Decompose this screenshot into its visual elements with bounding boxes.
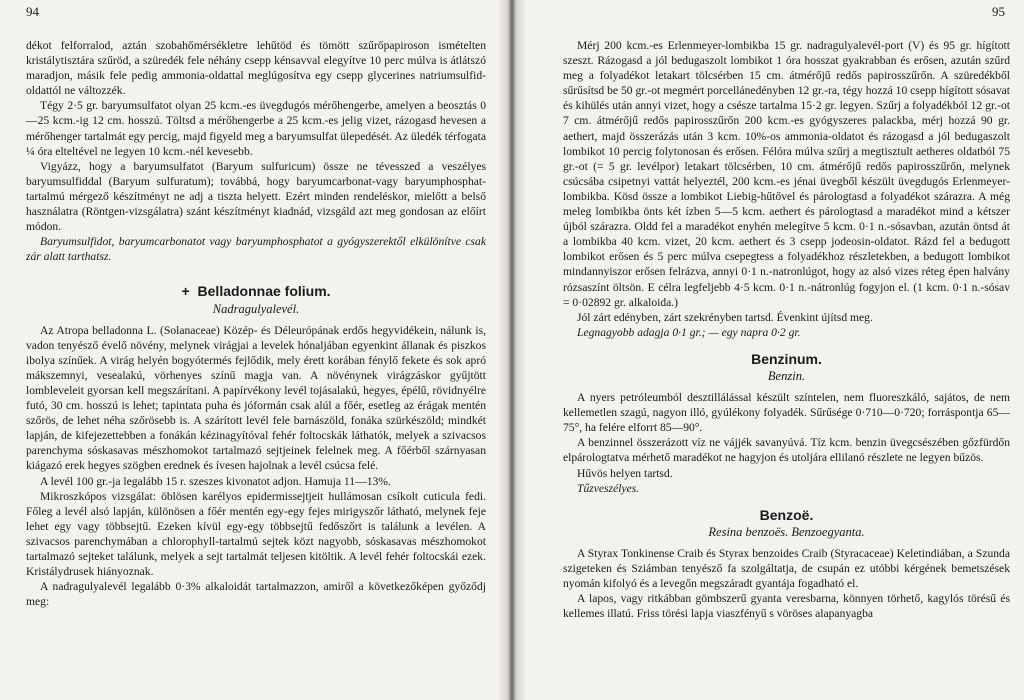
- left-paragraph-3: Vigyázz, hogy a baryumsulfatot (Baryum sulfuricum) össze ne tévesszed a veszélyes baryumsulfiddal (Baryum sulfuratum); továbbá, hogy baryumcarbonat-vagy baryumphosphat-tartalmú mérgező készítményt ne adj a tiszta helyett. Ezért minden rendeléskor, mielőtt a belső használatra (Röntgen-vizsgálatra) szánt készítményt kiadnád, vizsgáld azt meg gondosan az előírt módon.: [26, 159, 486, 234]
- left-paragraph-7: Mikroszkópos vizsgálat: öblösen karélyos epidermissejtjeit hullámosan csíkolt cuticula fedi. Főleg a levél alsó lapján, különösen a főér mentén egy-egy fejes mirigyszőr látható, melynek feje lehet egy vagy többsejtű. Ezeken kívül egy-egy többsejtű fedőszőrt is találunk a levélen. A szivacsos parenchymában a chlorophyll-tartalmú sejtek közt nagyobb, sóskasavas mészhomokot tartalmazó sejteket találunk, melyek a sejt tartalmát teljesen kitöltik. A levél fehér foltocskái ezek. Kristálydrusek hiányoznak.: [26, 489, 486, 579]
- right-paragraph-1: Mérj 200 kcm.-es Erlenmeyer-lombikba 15 gr. nadragulyalevél-port (V) és 95 gr. hígított szeszt. Rázogasd a jól bedugaszolt lombikot 1 óra hosszat gyakrabban és erősen, azután szűrd meg a folyadékot letakart tölcsérben 15 cm. átmérőjű redős papirosszűrőn. A szüredékből sűrűsítsd be 50 gr.-ot megmért porcellánedényben 12 gr.-ra, tégy hozzá 10 csepp hígított sósavat és kihülés után annyi vizet, hogy a csésze tartalma 15·2 gr. legyen. Szűrj a folyadékból 12 gr.-ot 7 cm. átmérőjű redős papirosszűrőn 200 kcm.-es gyógyszeres palackba, mérj hozzá 90 gr. aethert, majd összerázás után 3 kcm. 10%-os ammonia-oldatot és rázogasd a jól bedugaszolt lombikot 10 percig folytonosan és erősen. Félóra múlva szűrj a megtisztult aetheres oldatból 75 gr.-ot (= 5 gr. levélpor) letakart tölcsérben, 10 cm. átmérőjű redős papirosszűrőn, melynek csúcsába csipetnyi vattát helyeztél, 200 kcm.-es jénai üvegből készült üvegdugós Erlenmeyer-lombikba. Kösd össze a lombikot Liebig-hűtővel és párologtasd a folyadékot szárazra. A még meleg lombikba önts két ízben 5—5 kcm. aethert és párologtasd a maradékot mind a kétszer újból szárazra. Oldd fel a maradékot enyhén melegítve 5 kcm. 0·1 n.-sósavban, azután öntsd át a lombikba 40 kcm. vizet, 20 kcm. aethert és 3 csepp jodeosin-oldatot. Rázd fel a bedugott lombikot erősen és 5 perc múlva csepegtess a folyadékhoz részletekben, a bedugott lombikot mindannyiszor erősen felrázva, annyi 0·1 n.-natronlúgot, hogy az alsó vizes réteg épen halvány rózsaszínt öltsön. E célra legfeljebb 4·5 kcm. 0·1 n.-nátronlúg fogyjon el. (1 kcm. 0·1 n.-sósav = 0·02892 gr. alkaloida.): [563, 39, 1010, 309]
- belladonna-heading: [26, 284, 486, 299]
- right-paragraph-8: A Styrax Tonkinense Craib és Styrax benzoides Craib (Styracaceae) Keletindiában, a Szunda szigeteken és Sziámban tenyésző fa szolgáltatja, de csupán ez utóbbi kérgének bemetszések nyomán kifolyó és a levegőn megszáradt gyantája fogadható el.: [563, 546, 1010, 591]
- right-paragraph-2: Jól zárt edényben, zárt szekrényben tartsd. Évenkint újítsd meg.: [577, 310, 873, 324]
- benzoe-subtitle: Resina benzoës. Benzoegyanta.: [708, 524, 865, 539]
- poison-cross-icon: +: [181, 283, 190, 300]
- right-paragraph-3: Legnagyobb adagja 0·1 gr.; — egy napra 0·2 gr.: [577, 325, 801, 339]
- right-paragraph-5: A benzinnel összerázott víz ne vájjék savanyúvá. Tíz kcm. benzin üvegcsészében gőzfürdőn elpárologtatva mérhető maradékot ne hagyjon és utoljára ellilanó részlete ne legyen bűzös.: [563, 436, 1010, 465]
- right-paragraph-7: Tűzveszélyes.: [577, 481, 640, 495]
- left-paragraph-6: A levél 100 gr.-ja legalább 15 r. szeszes kivonatot adjon. Hamuja 11—13%.: [40, 474, 391, 488]
- left-paragraph-5: Az Atropa belladonna L. (Solanaceae) Közép- és Déleurópának erdős hegyvidékein, nálunk is, vadon tenyésző évelő növény, melynek virágjai a levelek hónaljában egyenkint állanak és piszkos ibolya színűek. A virág helyén bogyótermés fejlődik, mely érett korában fénylő fekete és sok apró mákszemnyi, vesealakú, vörhenyes színű magja van. A növénynek virágzáskor gyűjtött lombleveleit gyorsan kell megszárítani. A papírvékony levél tojásalakú, hegyes, épélű, rövidnyélre futó, 30 cm. hosszú is lehet; tapintata puha és jóformán csak alúl a főér, esetleg az érágak mentén szőrös, de lehet néha szőrösebb is. A szárított levél fele barnászöld, fonáka szürkészöld; mindkét lapján, de kifejezettebben a fonákán kézinagyítóval fehér foltocskák láthatók, melyek a szivacsos parenchyma sóskasavas mészhomokot tartalmazó sejtjeinek felelnek meg. A főérből szárnyasan kiágazó erek hegyes szögben erednek és ívesen hajolnak a levél csúcsa felé.: [26, 323, 486, 473]
- left-paragraph-8: A nadragulyalevél legalább 0·3% alkaloidát tartalmazzon, amiről a következőképen győződj meg:: [26, 580, 486, 609]
- right-paragraph-6: Hűvös helyen tartsd.: [577, 466, 673, 480]
- belladonna-title: Belladonnae folium.: [197, 283, 331, 300]
- right-paragraph-9: A lapos, vagy ritkábban gömbszerű gyanta veresbarna, könnyen törhető, kagylós törésű és kellemes illatú. Friss törési lapja viaszfényű s vöröses alapanyagba: [563, 592, 1010, 621]
- right-page: [563, 38, 1010, 621]
- right-page-number: 95: [992, 4, 1005, 19]
- benzinum-subtitle: Benzin.: [767, 368, 806, 383]
- benzoe-title: Benzoë.: [759, 506, 814, 523]
- left-page-number: 94: [26, 4, 39, 19]
- right-paragraph-4: A nyers petróleumból desztillálással készült színtelen, nem fluoreszkáló, sajátos, de nem kellemetlen szagú, nagyon illó, gyúlékony folyadék. Sűrűsége 0·710—0·720; forráspontja 65—75°, ha felére elforrt 85—90°.: [563, 391, 1010, 435]
- left-paragraph-1: dékot felforralod, aztán szobahőmérsékletre lehűtöd és tömött szűrőpapiroson ismételten kristálytisztára szűröd, a szüredék fele néhány csepp kénsavval elegyítve 10 perc múlva is átlátszó maradjon, másik fele pedig ammonia-oldattal meglúgosítva egy csepp glycerines natriumsulfid-oldattól ne változzék.: [26, 39, 486, 98]
- benzinum-title: Benzinum.: [751, 350, 822, 367]
- left-paragraph-2: Tégy 2·5 gr. baryumsulfatot olyan 25 kcm.-es üvegdugós mérőhengerbe, amelyen a beosztás 0—25 kcm.-ig 12 cm. hosszú. Töltsd a mérőhengerbe a 25 kcm.-es jelig vizet, rázogasd hevesen a mérőhenger tartalmát egy percig, majd figyeld meg a baryumsulfat ülepedését. Az üledék térfogata ¼ óra elteltével ne legyen 10 kcm.-nél kevesebb.: [26, 99, 486, 158]
- belladonna-subtitle: Nadragulyalevél.: [212, 301, 300, 316]
- left-page: [26, 38, 486, 609]
- book-gutter: [497, 0, 527, 700]
- left-paragraph-4: Baryumsulfidot, baryumcarbonatot vagy baryumphosphatot a gyógyszerektől elkülönítve csak zár alatt tarthatsz.: [26, 235, 486, 264]
